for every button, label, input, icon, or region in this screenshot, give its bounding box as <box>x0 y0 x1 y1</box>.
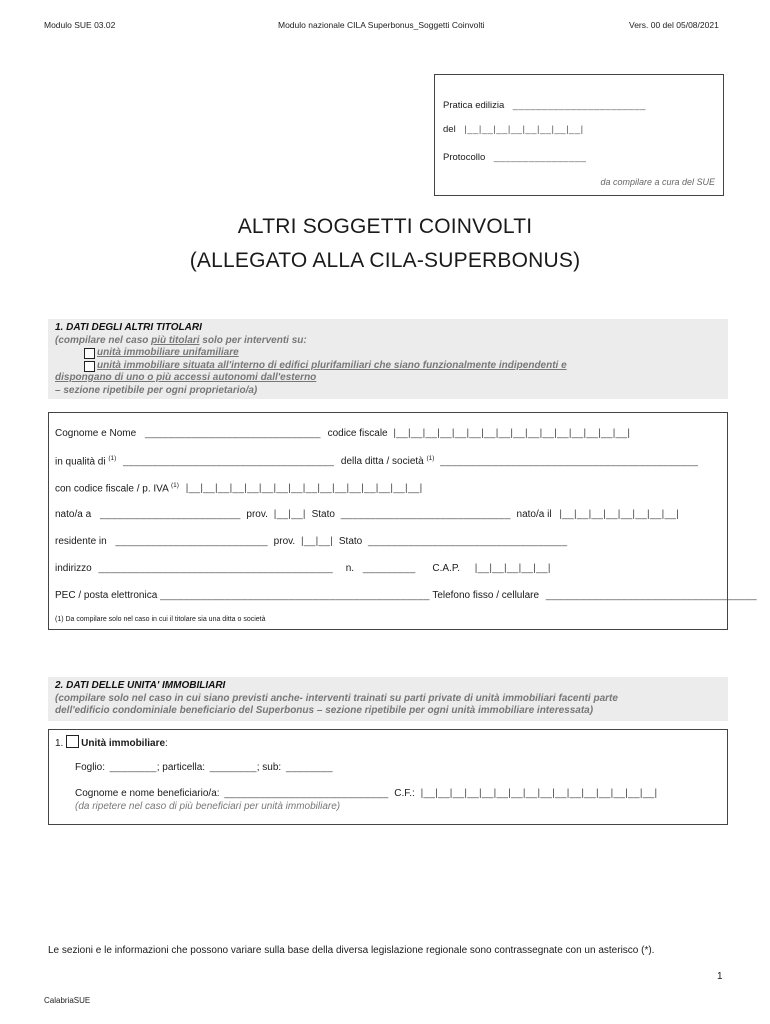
indirizzo-field[interactable]: ________________________________________ <box>98 563 333 574</box>
header-form-title: Modulo nazionale CILA Superbonus_Soggetti Coinvolti <box>278 20 485 30</box>
ditta-footnote-ref: (1) <box>426 455 435 462</box>
section2-fields-box <box>48 729 728 825</box>
indirizzo-label: indirizzo <box>55 563 92 574</box>
residente-label: residente in <box>55 536 107 547</box>
protocollo-row <box>443 152 586 163</box>
beneficiario-label: Cognome e nome beneficiario/a: <box>75 788 220 799</box>
row-nascita <box>55 509 679 520</box>
cap-label: C.A.P. <box>432 563 460 574</box>
section1-instruction-prefix: (compilare nel caso <box>55 334 152 346</box>
beneficiario-field[interactable]: ____________________________ <box>224 788 389 799</box>
cognome-label: Cognome e Nome <box>55 428 137 439</box>
prov2-label: prov. <box>273 536 296 547</box>
header-form-code: Modulo SUE 03.02 <box>44 20 116 30</box>
residente-field[interactable]: __________________________ <box>115 536 268 547</box>
sub-label: ; sub: <box>256 762 282 773</box>
section1-title: 1. DATI DEGLI ALTRI TITOLARI <box>55 322 202 333</box>
ditta-field[interactable]: ____________________________________________ <box>440 456 699 468</box>
pec-field[interactable]: ______________________________________________ <box>160 590 430 601</box>
pratica-field[interactable]: _______________________ <box>512 100 646 111</box>
row-cf-piva <box>55 482 423 494</box>
foglio-label: Foglio: <box>75 762 106 773</box>
prov2-field[interactable]: |__|__| <box>300 536 334 547</box>
particella-label: ; particella: <box>156 762 206 773</box>
row-catasto <box>75 762 333 773</box>
cfiva-label: con codice fiscale / p. IVA <box>55 483 169 495</box>
row-indirizzo <box>55 563 551 574</box>
header-version: Vers. 00 del 05/08/2021 <box>629 20 719 30</box>
prov-field[interactable]: |__|__| <box>273 509 306 520</box>
beneficiario-cf-label: C.F.: <box>394 788 415 799</box>
sue-box-note: da compilare a cura del SUE <box>600 177 715 187</box>
stato-field[interactable]: _____________________________ <box>340 509 511 520</box>
n-label: n. <box>345 563 355 574</box>
nato-field[interactable]: ________________________ <box>99 509 241 520</box>
option-plurifamiliare-label-cont: dispongano di uno o più accessi autonomi dall'esterno <box>55 372 317 383</box>
option-plurifamiliare <box>55 360 721 373</box>
cognome-field[interactable]: ______________________________ <box>144 428 321 439</box>
cfiva-footnote-ref: (1) <box>171 482 179 489</box>
tel-label: Telefono fisso / cellulare <box>432 590 540 601</box>
row-cognome-cf <box>55 428 630 439</box>
sue-registration-box <box>434 74 724 196</box>
section2-instruction-line2: dell'edificio condominiale beneficiario del Superbonus – sezione ripetibile per ogni unità immobiliare interessata) <box>55 705 594 716</box>
option-unifamiliare-checkbox[interactable] <box>84 348 95 359</box>
beneficiario-repeat-note: (da ripetere nel caso di più beneficiari per unità immobiliare) <box>75 801 341 812</box>
qualita-field[interactable]: ____________________________________ <box>123 456 335 468</box>
section1-repeat-note: – sezione ripetibile per ogni proprietario/a) <box>55 384 258 396</box>
del-label: del <box>443 124 456 135</box>
n-field[interactable]: _________ <box>362 563 416 574</box>
stato-label: Stato <box>311 509 335 520</box>
stato2-field[interactable]: __________________________________ <box>368 536 568 547</box>
cf-field[interactable]: |__|__|__|__|__|__|__|__|__|__|__|__|__|__|__|__| <box>393 428 631 439</box>
section1-instruction-underlined: più titolari <box>151 334 200 346</box>
nato-label: nato/a a <box>55 509 92 520</box>
qualita-footnote-ref: (1) <box>108 455 117 462</box>
foglio-field[interactable]: ________ <box>109 762 157 773</box>
unit-number: 1. <box>55 738 64 749</box>
section2-title: 2. DATI DELLE UNITA' IMMOBILIARI <box>55 680 226 691</box>
pratica-label: Pratica edilizia <box>443 100 505 111</box>
regional-asterisk-note: Le sezioni e le informazioni che possono variare sulla base della diversa legislazione regionale sono contrassegnate con un asterisco (*). <box>48 945 655 956</box>
cfiva-field[interactable]: |__|__|__|__|__|__|__|__|__|__|__|__|__|__|__|__| <box>185 483 423 495</box>
unit-heading <box>55 735 168 749</box>
option-unifamiliare <box>55 347 721 360</box>
section1-instruction <box>55 335 721 348</box>
section1-instruction-suffix: solo per interventi su: <box>199 334 307 346</box>
footer-brand: CalabriaSUE <box>44 996 91 1005</box>
protocollo-label: Protocollo <box>443 152 486 163</box>
option-plurifamiliare-checkbox[interactable] <box>84 361 95 372</box>
section2-instruction-line1: (compilare solo nel caso in cui siano previsti anche- interventi trainati su parti private di unità immobiliari facenti parte <box>55 692 618 704</box>
section1-footnote: (1) Da compilare solo nel caso in cui il titolare sia una ditta o società <box>55 616 266 623</box>
unit-label: Unità immobiliare <box>81 738 166 749</box>
section1-fields-box <box>48 412 757 630</box>
row-qualita-ditta <box>55 455 698 467</box>
sub-field[interactable]: ________ <box>286 762 333 773</box>
row-beneficiario <box>75 788 657 799</box>
tel-field[interactable]: ____________________________________ <box>545 590 757 601</box>
cap-field[interactable]: |__|__|__|__|__| <box>474 563 551 574</box>
pec-label: PEC / posta elettronica <box>55 590 158 601</box>
page-subtitle: (ALLEGATO ALLA CILA-SUPERBONUS) <box>189 249 581 272</box>
unit-checkbox[interactable] <box>66 735 79 748</box>
option-plurifamiliare-label: unità immobiliare situata all'interno di edifici plurifamiliari che siano funzionalmente indipendenti e <box>97 359 567 371</box>
page-title: ALTRI SOGGETTI COINVOLTI <box>237 215 533 238</box>
section2-header <box>48 677 728 721</box>
pratica-row <box>443 100 646 111</box>
protocollo-field[interactable]: ________________ <box>493 152 587 163</box>
particella-field[interactable]: ________ <box>209 762 257 773</box>
ditta-label: della ditta / società <box>340 456 424 468</box>
prov-label: prov. <box>246 509 268 520</box>
page-number: 1 <box>717 971 723 982</box>
option-unifamiliare-label: unità immobiliare unifamiliare <box>97 347 239 358</box>
del-date-field[interactable]: |__|__|__|__|__|__|__|__| <box>464 124 584 135</box>
unit-colon: : <box>165 738 168 749</box>
del-row <box>443 124 584 135</box>
beneficiario-cf-field[interactable]: |__|__|__|__|__|__|__|__|__|__|__|__|__|__|__|__| <box>420 788 658 799</box>
section1-header <box>48 319 728 399</box>
qualita-label: in qualità di <box>55 456 106 468</box>
nato-il-label: nato/a il <box>516 509 552 520</box>
row-residenza <box>55 536 567 547</box>
nato-il-field[interactable]: |__|__|__|__|__|__|__|__| <box>559 509 680 520</box>
row-contatti <box>55 590 757 601</box>
stato2-label: Stato <box>338 536 363 547</box>
cf-label: codice fiscale <box>327 428 388 439</box>
